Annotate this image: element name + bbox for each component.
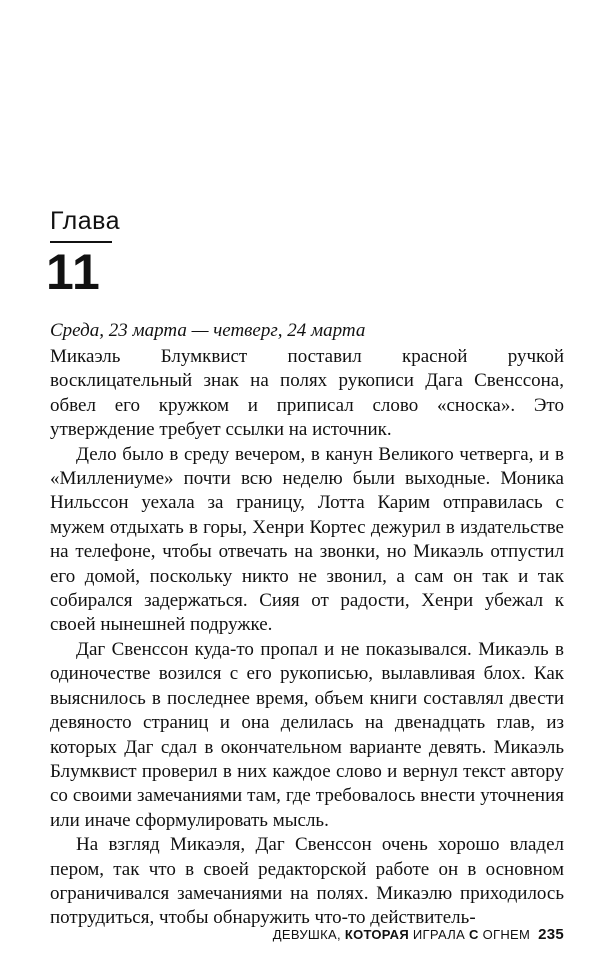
paragraph-1: Микаэль Блумквист поставил красной ручкой восклицательный знак на полях рукописи Дага Свенссона, обвел его кружком и приписал слово «сноска». Это утверждение требует ссылки на источник. <box>50 346 564 441</box>
chapter-body <box>50 345 564 931</box>
page-number: 235 <box>538 926 564 943</box>
paragraph-3: Даг Свенссон куда-то пропал и не показывался. Микаэль в одиночестве возился с его рукописью, вылавливая блох. Как выяснилось в последнее время, объем книги составлял двести девяносто страниц и она делилась на двенадцать глав, из которых Даг сдал в окончательном варианте девять. Микаэль Блумквист проверил в них каждое слово и вернул текст автору со своими замечаниями там, где требовалось внести уточнения или иначе сформулировать мысль. <box>50 638 564 831</box>
footer-title-part-5: ОГНЕМ <box>482 927 531 942</box>
paragraph-4: На взгляд Микаэля, Даг Свенссон очень хорошо владел пером, так что в своей редакторской работе он в основном ограничивался замечаниями на полях. Микаэлю приходилось потрудиться, чтобы обнаружить что-то действитель- <box>50 834 564 929</box>
footer-title-part-2: КОТОРАЯ <box>344 927 409 942</box>
footer-title-part-3: ИГРАЛА <box>412 927 466 942</box>
footer-title-part-1: ДЕВУШКА, <box>272 927 341 942</box>
footer-title-part-4: С <box>468 927 479 942</box>
chapter-label: Глава <box>50 207 121 235</box>
chapter-rule <box>50 241 112 243</box>
chapter-dateline: Среда, 23 марта — четверг, 24 марта <box>50 320 366 341</box>
chapter-number: 11 <box>46 244 101 300</box>
paragraph-2: Дело было в среду вечером, в канун Великого четверга, и в «Миллениуме» почти всю неделю были выходные. Моника Нильссон уехала за границу, Лотта Карим отправилась с мужем отдыхать в горы, Хенри Кортес дежурил в издательстве на телефоне, чтобы отвечать на звонки, но Микаэль отпустил его домой, поскольку никто не звонил, а сам он так и так собирался задержаться. Сияя от радости, Хенри убежал к своей нынешней подружке. <box>50 443 564 636</box>
running-footer <box>273 926 564 944</box>
